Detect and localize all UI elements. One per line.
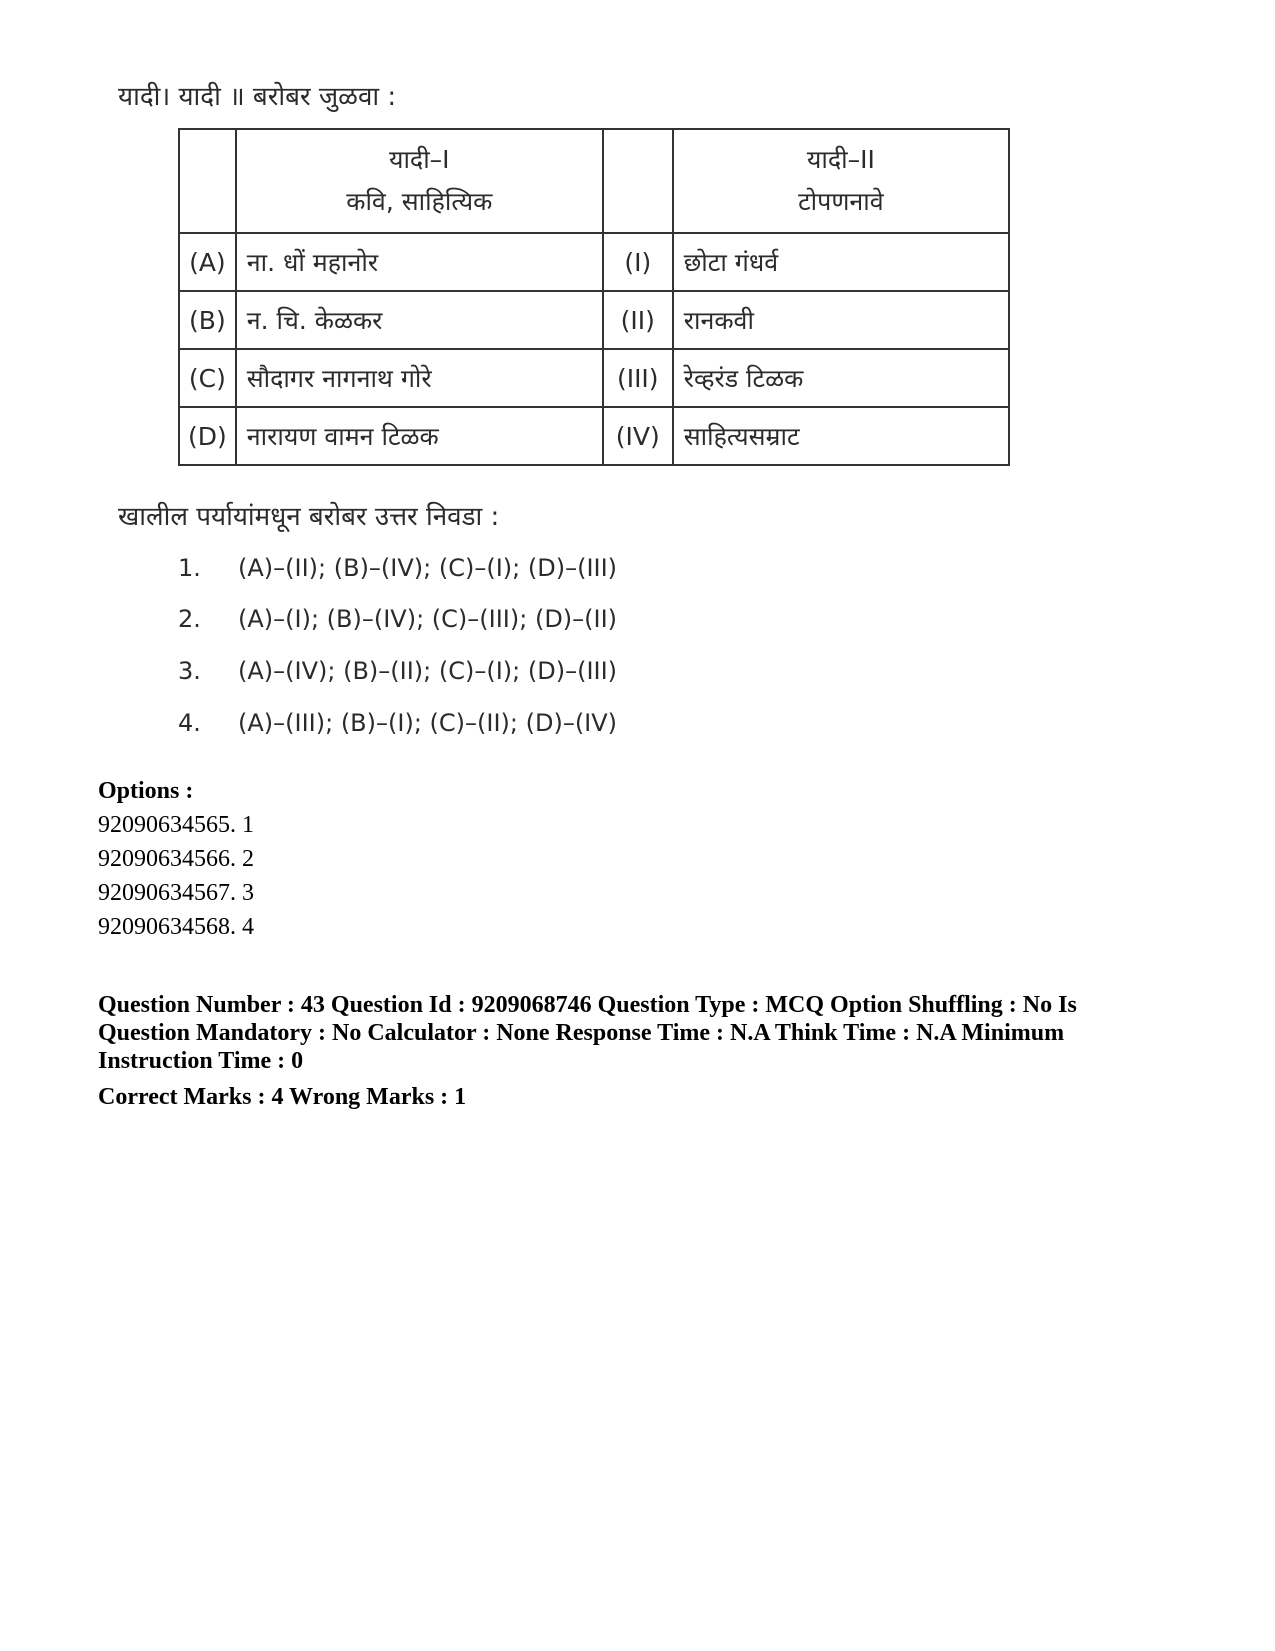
- choose-prompt: खालील पर्यायांमधून बरोबर उत्तर निवडा :: [118, 502, 500, 532]
- list2-item: छोटा गंधर्व: [673, 233, 1009, 291]
- list1-key: (C): [179, 349, 236, 407]
- question-meta-line: Question Number : 43 Question Id : 9209068746 Question Type : MCQ Option Shuffling : No Is: [98, 992, 1077, 1018]
- match-instruction: यादी। यादी ॥ बरोबर जुळवा :: [118, 82, 397, 112]
- choice-text: (A)–(IV); (B)–(II); (C)–(I); (D)–(III): [238, 657, 618, 685]
- choice-number: 3.: [178, 657, 201, 685]
- header-blank-cell: [179, 129, 236, 233]
- list2-key: (I): [603, 233, 673, 291]
- question-meta-line: Question Mandatory : No Calculator : None Response Time : N.A Think Time : N.A Minimum: [98, 1020, 1065, 1046]
- list2-key: (IV): [603, 407, 673, 465]
- option-item: 92090634567. 3: [98, 880, 254, 906]
- list2-header: यादी–II: [806, 145, 875, 174]
- list1-header-cell: [236, 129, 603, 233]
- table-header-row: [179, 129, 1009, 233]
- list2-subheader: टोपणनावे: [798, 187, 884, 216]
- list2-key: (II): [603, 291, 673, 349]
- table-row: [179, 233, 1009, 291]
- list1-key: (D): [179, 407, 236, 465]
- choice-number: 4.: [178, 709, 201, 737]
- question-meta: [98, 991, 1118, 1075]
- answer-choice: [178, 707, 617, 739]
- header-blank-cell: [603, 129, 673, 233]
- list1-item: सौदागर नागनाथ गोरे: [236, 349, 603, 407]
- answer-choice: [178, 552, 617, 584]
- table-row: [179, 349, 1009, 407]
- choice-number: 1.: [178, 554, 201, 582]
- question-meta-line: Instruction Time : 0: [98, 1048, 304, 1074]
- list2-header-cell: [673, 129, 1009, 233]
- choice-text: (A)–(II); (B)–(IV); (C)–(I); (D)–(III): [238, 554, 618, 582]
- options-heading: Options :: [98, 778, 194, 804]
- marks-line: Correct Marks : 4 Wrong Marks : 1: [98, 1084, 467, 1110]
- list2-item: साहित्यसम्राट: [673, 407, 1009, 465]
- option-item: 92090634565. 1: [98, 812, 254, 838]
- option-item: 92090634568. 4: [98, 914, 254, 940]
- choice-text: (A)–(I); (B)–(IV); (C)–(III); (D)–(II): [238, 605, 618, 633]
- table-row: [179, 291, 1009, 349]
- list2-key: (III): [603, 349, 673, 407]
- table-row: [179, 407, 1009, 465]
- match-table: [178, 128, 1010, 466]
- list1-subheader: कवि, साहित्यिक: [346, 187, 493, 216]
- list1-item: नारायण वामन टिळक: [236, 407, 603, 465]
- list1-item: ना. धों महानोर: [236, 233, 603, 291]
- answer-choice: [178, 655, 617, 687]
- choice-text: (A)–(III); (B)–(I); (C)–(II); (D)–(IV): [238, 709, 618, 737]
- list1-key: (A): [179, 233, 236, 291]
- list1-item: न. चि. केळकर: [236, 291, 603, 349]
- choice-number: 2.: [178, 605, 201, 633]
- list2-item: रेव्हरंड टिळक: [673, 349, 1009, 407]
- list1-key: (B): [179, 291, 236, 349]
- list2-item: रानकवी: [673, 291, 1009, 349]
- option-item: 92090634566. 2: [98, 846, 254, 872]
- list1-header: यादी–I: [388, 145, 450, 174]
- answer-choice: [178, 603, 617, 635]
